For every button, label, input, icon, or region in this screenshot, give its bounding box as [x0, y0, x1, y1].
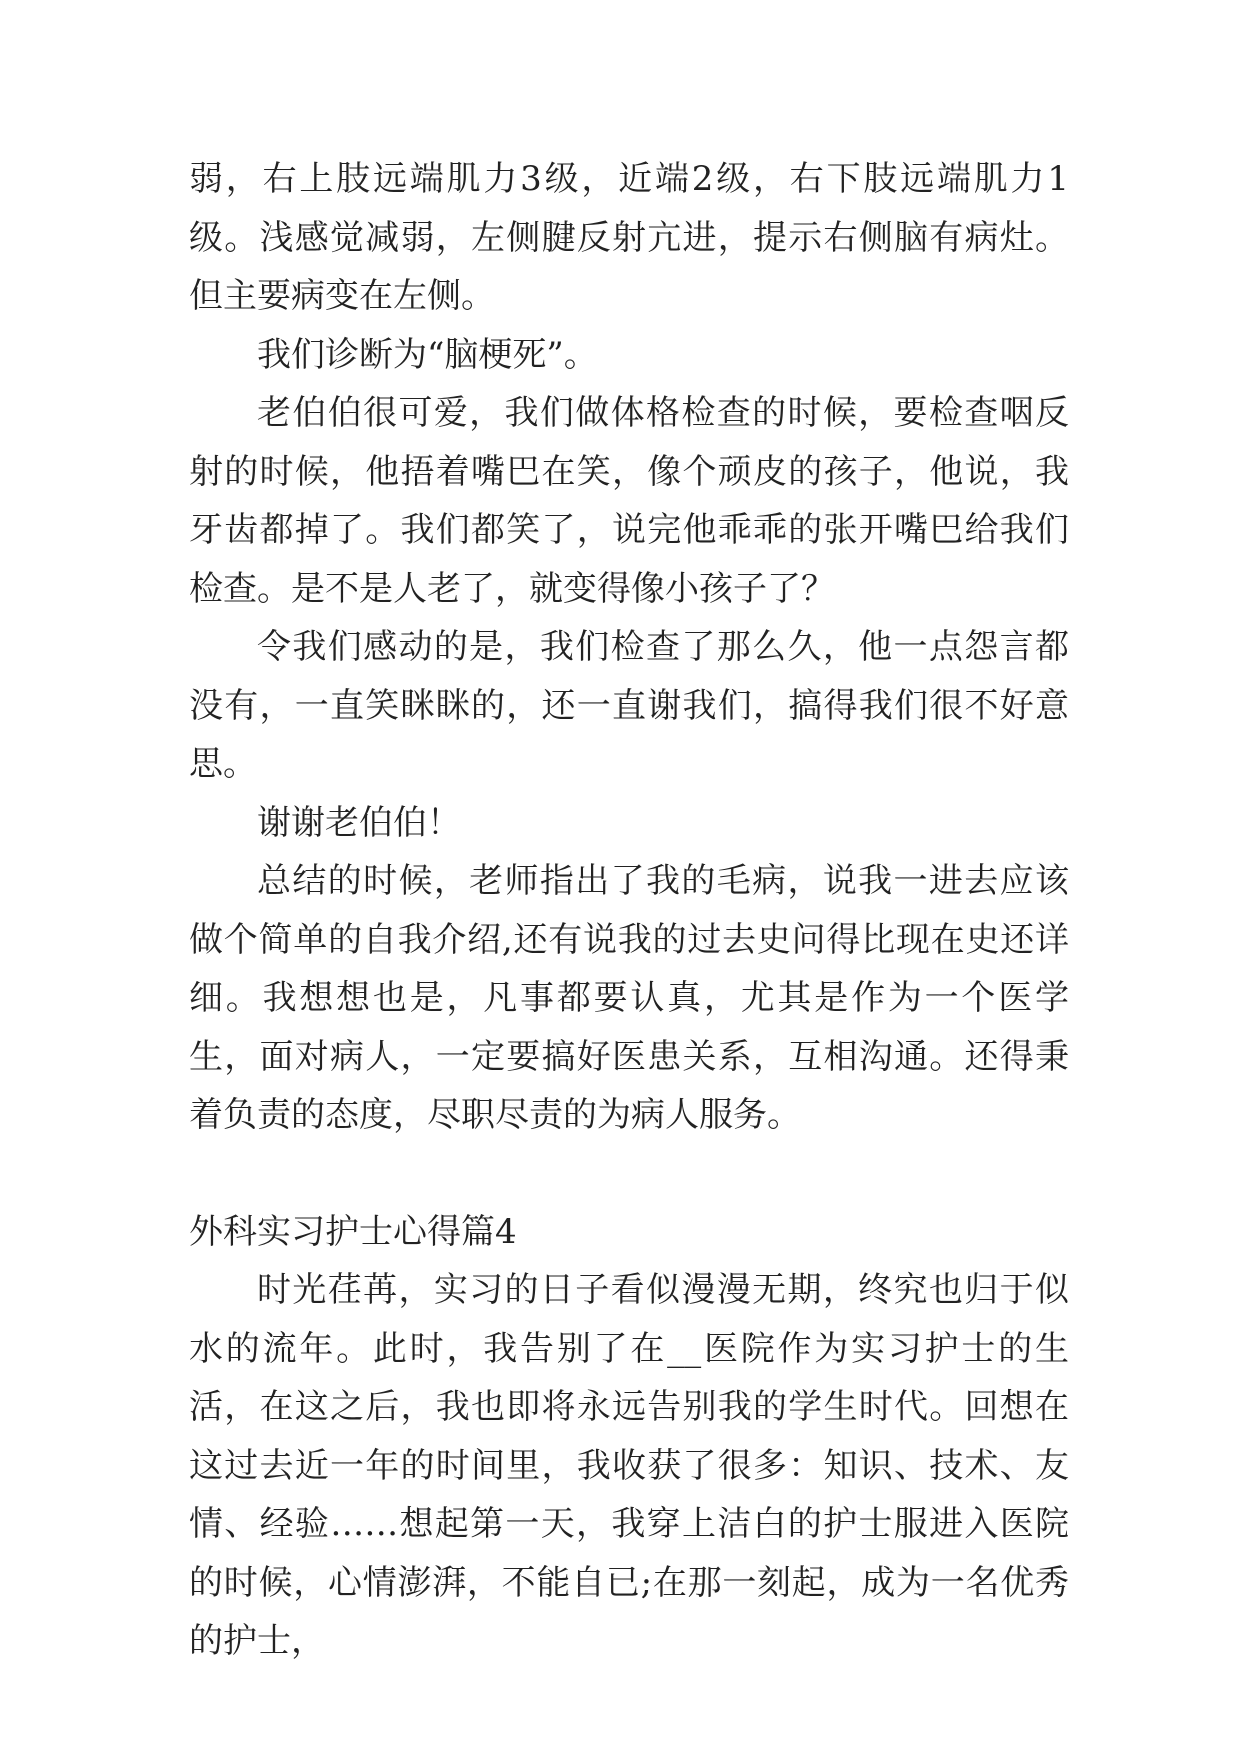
- paragraph-continuation: 弱，右上肢远端肌力3级，近端2级，右下肢远端肌力1级。浅感觉减弱，左侧腱反射亢进，提示右侧脑有病灶。但主要病变在左侧。: [189, 159, 1069, 316]
- paragraph-touched: 令我们感动的是，我们检查了那么久，他一点怨言都没有，一直笑眯眯的，还一直谢我们，搞得我们很不好意思。: [189, 627, 1069, 784]
- paragraph-thanks: 谢谢老伯伯！: [257, 802, 461, 843]
- paragraph-internship: 时光荏苒，实习的日子看似漫漫无期，终究也归于似水的流年。此时，我告别了在__医院作为实习护士的生活，在这之后，我也即将永远告别我的学生时代。回想在这过去近一年的时间里，我收获了很多：知识、技术、友情、经验……想起第一天，我穿上洁白的护士服进入医院的时候，心情澎湃，不能自已;在那一刻起，成为一名优秀的护士，: [189, 1270, 1069, 1661]
- paragraph-old-man: 老伯伯很可爱，我们做体格检查的时候，要检查咽反射的时候，他捂着嘴巴在笑，像个顽皮的孩子，他说，我牙齿都掉了。我们都笑了，说完他乖乖的张开嘴巴给我们检查。是不是人老了，就变得像小孩子了？: [189, 393, 1069, 609]
- paragraph-diagnosis: 我们诊断为“脑梗死”。: [257, 334, 598, 375]
- document-page: [189, 150, 1069, 1671]
- paragraph-summary: 总结的时候，老师指出了我的毛病，说我一进去应该做个简单的自我介绍,还有说我的过去史问得比现在史还详细。我想想也是，凡事都要认真，尤其是作为一个医学生，面对病人，一定要搞好医患关系，互相沟通。还得秉着负责的态度，尽职尽责的为病人服务。: [189, 861, 1069, 1135]
- section-heading: 外科实习护士心得篇4: [189, 1211, 517, 1252]
